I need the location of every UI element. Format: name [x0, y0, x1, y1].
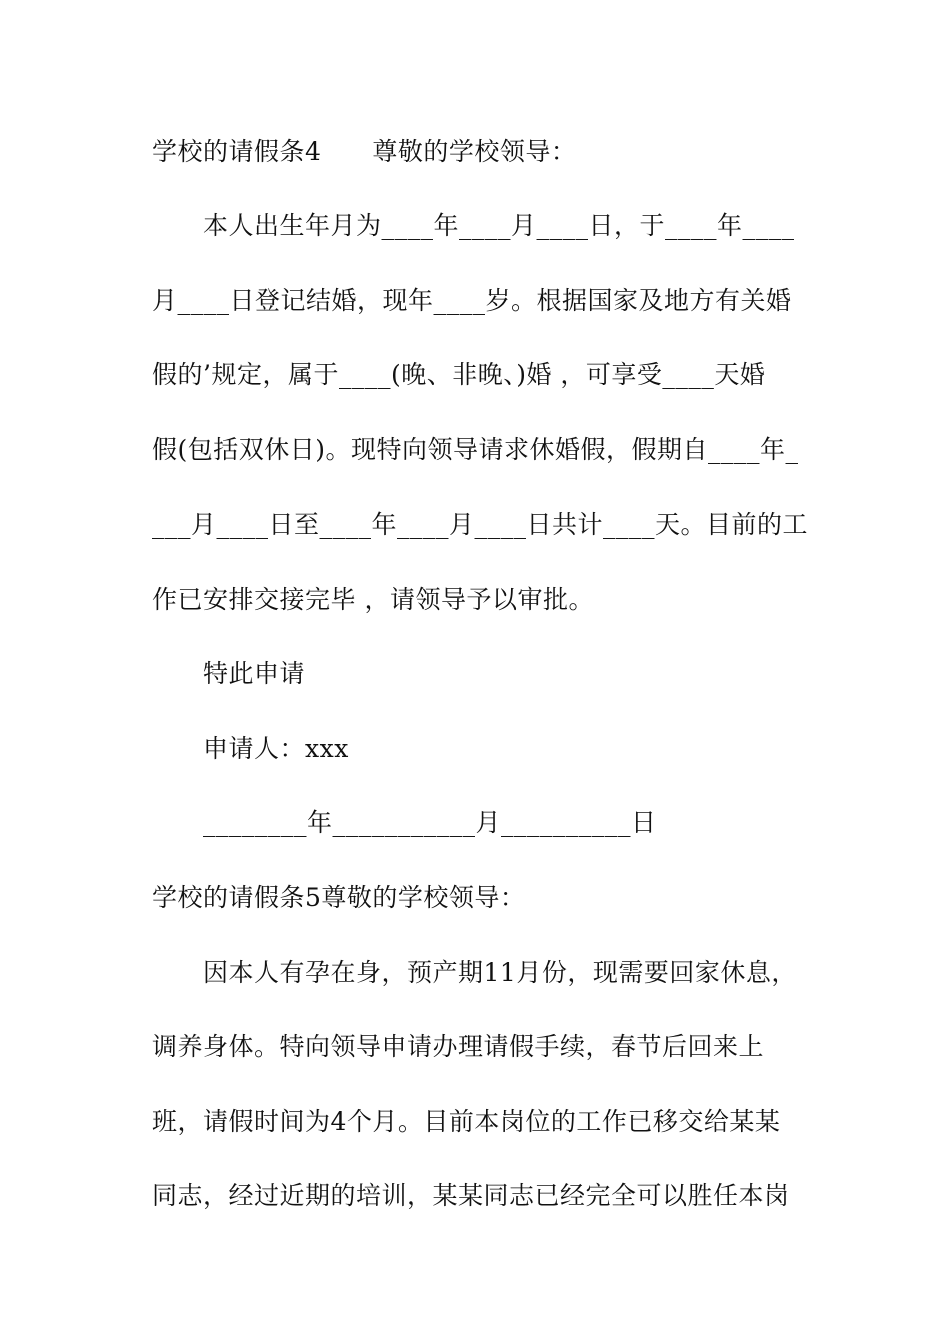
section5-paragraph-line-2: 调养身体。特向领导申请办理请假手续，春节后回来上 [152, 1032, 765, 1061]
section4-applicant: 申请人：xxx [203, 734, 349, 763]
section5-paragraph-line-1: 因本人有孕在身，预产期11月份，现需要回家休息， [203, 958, 797, 987]
section4-paragraph-line-5: ___月____日至____年____月____日共计____天。目前的工 [152, 510, 809, 539]
section4-paragraph-line-6: 作已安排交接完毕 ，请领导予以审批。 [152, 585, 594, 614]
section5-paragraph-line-3: 班，请假时间为4个月。目前本岗位的工作已移交给某某 [152, 1107, 781, 1136]
section5-heading: 学校的请假条5尊敬的学校领导： [152, 883, 526, 912]
section4-paragraph-line-3: 假的’规定，属于____(晚、非晚、)婚 ，可享受____天婚 [152, 360, 766, 389]
section4-closing: 特此申请 [203, 659, 306, 688]
section4-paragraph-line-1: 本人出生年月为____年____月____日，于____年____ [203, 211, 795, 240]
section4-paragraph-line-2: 月____日登记结婚，现年____岁。根据国家及地方有关婚 [152, 286, 792, 315]
section5-paragraph-line-4: 同志，经过近期的培训，某某同志已经完全可以胜任本岗 [152, 1181, 790, 1210]
section4-heading: 学校的请假条4 尊敬的学校领导： [152, 137, 577, 166]
section4-date-line: ________年___________月__________日 [203, 808, 657, 837]
section4-paragraph-line-4: 假(包括双休日)。现特向领导请求休婚假，假期自____年_ [152, 435, 799, 464]
